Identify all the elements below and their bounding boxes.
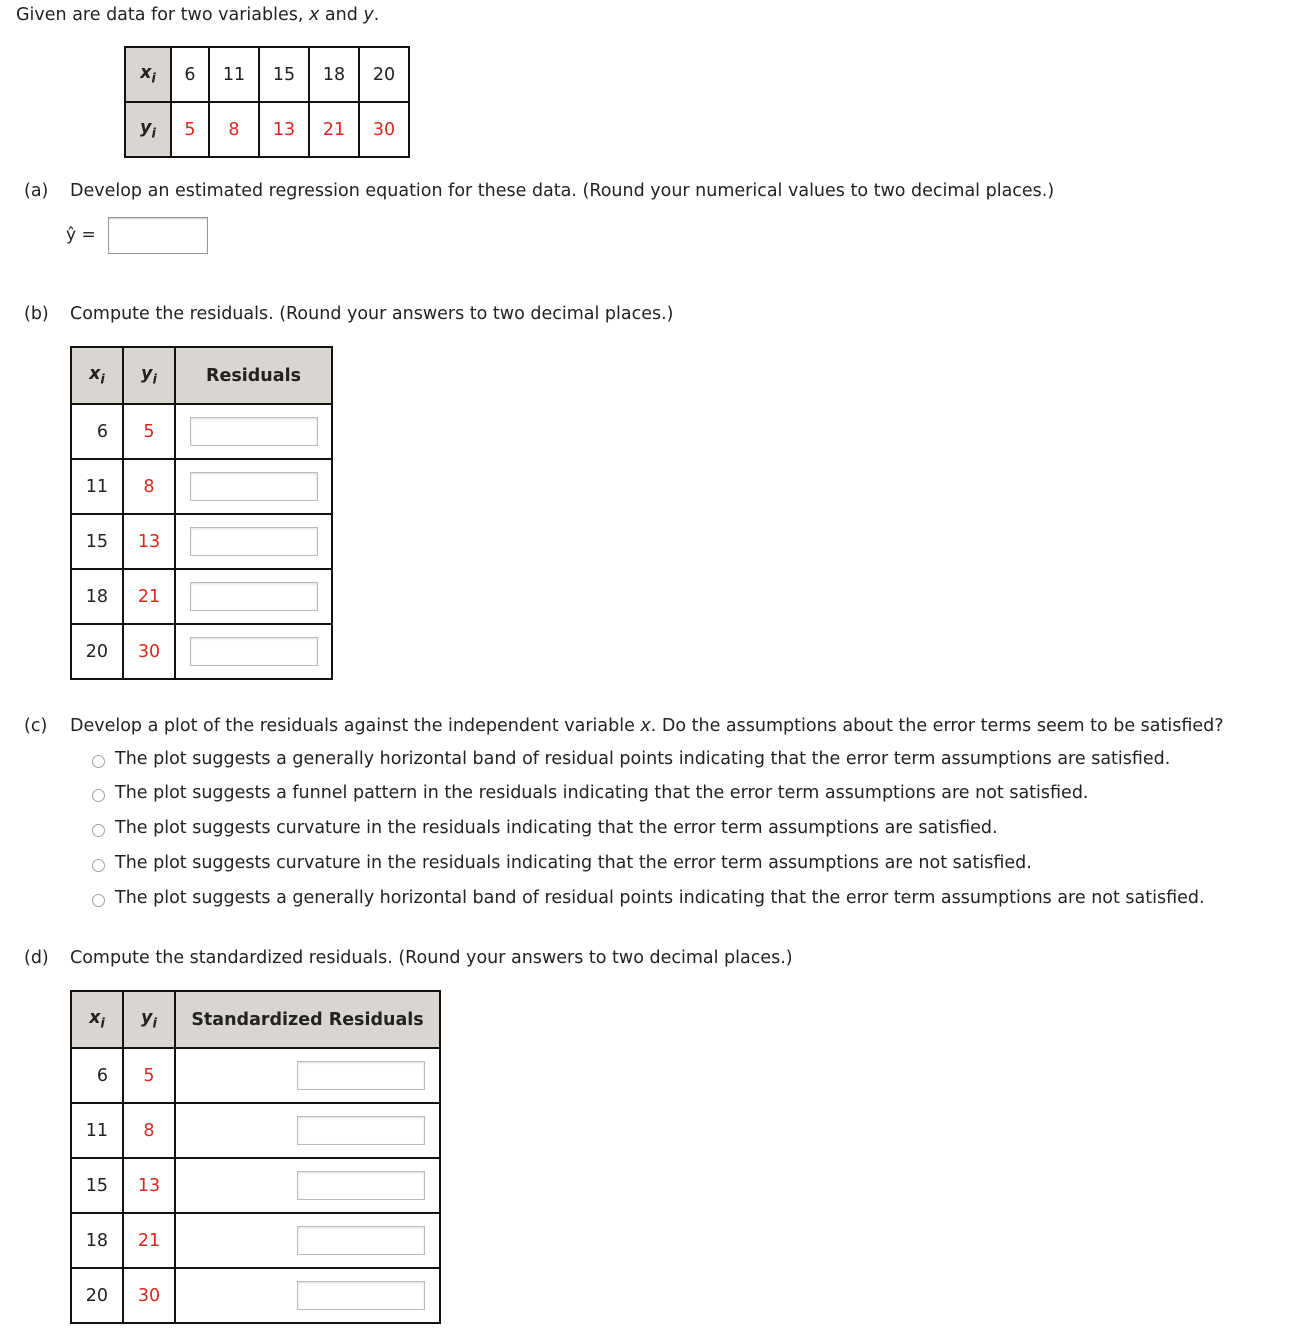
given-y-value: 8 [209, 102, 259, 157]
x-value: 15 [71, 514, 123, 569]
y-value: 13 [123, 514, 175, 569]
given-y-value: 13 [259, 102, 309, 157]
given-y-row [125, 102, 409, 157]
regression-equation-input[interactable] [108, 217, 208, 254]
table-row [71, 1213, 440, 1268]
radio-button[interactable] [92, 789, 105, 802]
x-value: 11 [71, 459, 123, 514]
y-value: 8 [123, 459, 175, 514]
table-row [71, 404, 332, 459]
residual-input[interactable] [190, 637, 318, 666]
x-header: $x_i$ [71, 991, 123, 1048]
x-value: 20 [71, 1268, 123, 1323]
residual-cell [175, 569, 332, 624]
given-x-value: 18 [309, 47, 359, 102]
table-row [71, 1158, 440, 1213]
given-y-value: 30 [359, 102, 409, 157]
standardized-residuals-header: Standardized Residuals [175, 991, 440, 1048]
option-label: The plot suggests curvature in the residuals indicating that the error term assumptions are satisfied. [115, 818, 998, 838]
table-row [71, 569, 332, 624]
given-data-table [124, 46, 410, 158]
residuals-table [70, 346, 333, 680]
y-header: $y_i$ [123, 991, 175, 1048]
x-value: 6 [71, 1048, 123, 1103]
table-header-row [71, 991, 440, 1048]
option-3[interactable] [92, 818, 998, 838]
given-y-value: 5 [171, 102, 209, 157]
x-value: 18 [71, 569, 123, 624]
residual-cell [175, 514, 332, 569]
option-4[interactable] [92, 853, 1032, 873]
intro-text: Given are data for two variables, x and y. [16, 5, 380, 25]
y-header: $y_i$ [123, 347, 175, 404]
residual-input[interactable] [190, 582, 318, 611]
y-value: 30 [123, 624, 175, 679]
part-b-label: (b) [24, 304, 49, 324]
y-value: 21 [123, 569, 175, 624]
table-row [71, 1048, 440, 1103]
option-1[interactable] [92, 749, 1170, 769]
y-header: $y_i$ [125, 102, 171, 157]
option-2[interactable] [92, 783, 1089, 803]
standardized-residual-input[interactable] [297, 1171, 425, 1200]
residual-cell [175, 404, 332, 459]
option-label: The plot suggests a generally horizontal band of residual points indicating that the error term assumptions are satisfied. [115, 749, 1171, 769]
given-x-value: 11 [209, 47, 259, 102]
table-row [71, 514, 332, 569]
part-b-question: Compute the residuals. (Round your answers to two decimal places.) [70, 304, 674, 324]
residual-cell [175, 459, 332, 514]
part-d-question: Compute the standardized residuals. (Round your answers to two decimal places.) [70, 948, 793, 968]
radio-button[interactable] [92, 894, 105, 907]
residuals-header: Residuals [175, 347, 332, 404]
table-row [71, 1103, 440, 1158]
standardized-residual-input[interactable] [297, 1116, 425, 1145]
radio-button[interactable] [92, 859, 105, 872]
x-value: 15 [71, 1158, 123, 1213]
x-header: $x_i$ [125, 47, 171, 102]
part-a-question: Develop an estimated regression equation for these data. (Round your numerical values to two decimal places.) [70, 181, 1055, 201]
table-row [71, 1268, 440, 1323]
given-x-value: 20 [359, 47, 409, 102]
part-d-label: (d) [24, 948, 49, 968]
residual-input[interactable] [190, 527, 318, 556]
y-value: 13 [123, 1158, 175, 1213]
y-value: 5 [123, 1048, 175, 1103]
standardized-residuals-table [70, 990, 441, 1324]
part-c-question: Develop a plot of the residuals against the independent variable x. Do the assumptions about the error terms seem to be satisfied? [70, 716, 1224, 736]
standardized-residual-cell [175, 1268, 440, 1323]
radio-button[interactable] [92, 824, 105, 837]
table-header-row [71, 347, 332, 404]
given-x-value: 6 [171, 47, 209, 102]
given-x-value: 15 [259, 47, 309, 102]
x-value: 20 [71, 624, 123, 679]
part-c-label: (c) [24, 716, 48, 736]
option-label: The plot suggests a funnel pattern in the residuals indicating that the error term assumptions are not satisfied. [115, 783, 1089, 803]
standardized-residual-cell [175, 1048, 440, 1103]
given-y-value: 21 [309, 102, 359, 157]
yhat-label: ŷ = [66, 225, 96, 245]
standardized-residual-cell [175, 1103, 440, 1158]
option-5[interactable] [92, 888, 1205, 908]
option-label: The plot suggests a generally horizontal band of residual points indicating that the error term assumptions are not satisfied. [115, 888, 1205, 908]
standardized-residual-cell [175, 1213, 440, 1268]
y-value: 5 [123, 404, 175, 459]
residual-input[interactable] [190, 417, 318, 446]
x-value: 6 [71, 404, 123, 459]
standardized-residual-input[interactable] [297, 1226, 425, 1255]
x-value: 11 [71, 1103, 123, 1158]
radio-button[interactable] [92, 755, 105, 768]
table-row [71, 459, 332, 514]
part-a-label: (a) [24, 181, 49, 201]
residual-cell [175, 624, 332, 679]
given-x-row [125, 47, 409, 102]
x-header: $x_i$ [71, 347, 123, 404]
standardized-residual-cell [175, 1158, 440, 1213]
table-row [71, 624, 332, 679]
y-value: 8 [123, 1103, 175, 1158]
y-value: 21 [123, 1213, 175, 1268]
standardized-residual-input[interactable] [297, 1281, 425, 1310]
y-value: 30 [123, 1268, 175, 1323]
option-label: The plot suggests curvature in the residuals indicating that the error term assumptions are not satisfied. [115, 853, 1032, 873]
standardized-residual-input[interactable] [297, 1061, 425, 1090]
residual-input[interactable] [190, 472, 318, 501]
x-value: 18 [71, 1213, 123, 1268]
